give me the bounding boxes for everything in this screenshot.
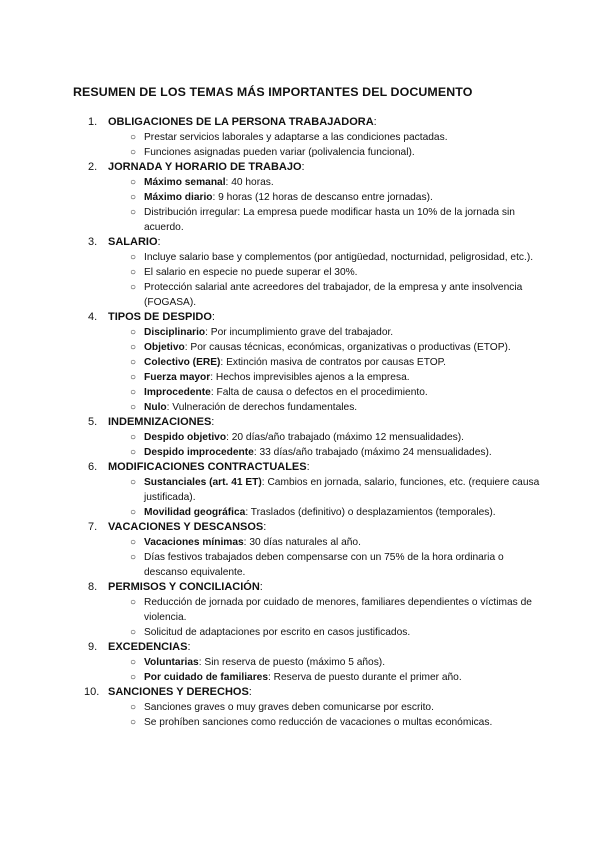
section-heading bbox=[88, 580, 548, 595]
item-term: Voluntarias bbox=[144, 657, 199, 668]
section-number: 4. bbox=[88, 311, 98, 323]
circle-bullet-icon: ○ bbox=[130, 192, 137, 203]
section-heading-text: SANCIONES Y DERECHOS bbox=[108, 686, 249, 698]
section bbox=[84, 685, 548, 730]
list-item bbox=[88, 595, 548, 625]
item-text: Funciones asignadas pueden variar (polivalencia funcional). bbox=[144, 147, 415, 158]
item-text: : Traslados (definitivo) o desplazamientos (temporales). bbox=[245, 507, 496, 518]
list-item bbox=[88, 445, 548, 460]
section bbox=[88, 460, 548, 520]
list-item bbox=[88, 325, 548, 340]
item-term: Colectivo (ERE) bbox=[144, 357, 221, 368]
circle-bullet-icon: ○ bbox=[130, 177, 137, 188]
section bbox=[88, 115, 548, 160]
item-text: Sanciones graves o muy graves deben comunicarse por escrito. bbox=[144, 702, 434, 713]
circle-bullet-icon: ○ bbox=[130, 627, 137, 638]
section-heading bbox=[88, 235, 548, 250]
section-number: 8. bbox=[88, 581, 98, 593]
section-heading-text: TIPOS DE DESPIDO bbox=[108, 311, 212, 323]
section-heading-text: INDEMNIZACIONES bbox=[108, 416, 212, 428]
section-heading-colon: : bbox=[211, 311, 215, 323]
item-text: : Cambios en jornada, salario, funciones, etc. (requiere causa justificada). bbox=[144, 477, 540, 503]
section-number: 9. bbox=[88, 641, 98, 653]
section-heading-colon: : bbox=[373, 116, 377, 128]
section-heading bbox=[88, 640, 548, 655]
list-item bbox=[88, 355, 548, 370]
section bbox=[88, 640, 548, 685]
circle-bullet-icon: ○ bbox=[130, 267, 137, 278]
section bbox=[88, 520, 548, 580]
item-text: : Sin reserva de puesto (máximo 5 años). bbox=[198, 657, 386, 668]
item-term: Fuerza mayor bbox=[144, 372, 211, 383]
item-term: Despido objetivo bbox=[144, 432, 227, 443]
circle-bullet-icon: ○ bbox=[130, 387, 137, 398]
circle-bullet-icon: ○ bbox=[130, 432, 137, 443]
item-term: Despido improcedente bbox=[144, 447, 254, 458]
item-term: Nulo bbox=[144, 402, 167, 413]
list-item bbox=[88, 715, 548, 730]
section-heading bbox=[88, 520, 548, 535]
item-text: : Por causas técnicas, económicas, organizativas o productivas (ETOP). bbox=[184, 342, 511, 353]
circle-bullet-icon: ○ bbox=[130, 717, 137, 728]
circle-bullet-icon: ○ bbox=[130, 702, 137, 713]
item-text: : Vulneración de derechos fundamentales. bbox=[166, 402, 358, 413]
list-item bbox=[88, 700, 548, 715]
list-item bbox=[88, 190, 548, 205]
item-text: Protección salarial ante acreedores del trabajador, de la empresa y ante insolvencia (FOGASA). bbox=[144, 282, 523, 308]
list-item bbox=[88, 370, 548, 385]
circle-bullet-icon: ○ bbox=[130, 132, 137, 143]
circle-bullet-icon: ○ bbox=[130, 672, 137, 683]
list-item bbox=[88, 625, 548, 640]
list-item bbox=[88, 430, 548, 445]
section bbox=[88, 235, 548, 310]
section bbox=[88, 160, 548, 235]
section-heading-text: OBLIGACIONES DE LA PERSONA TRABAJADORA bbox=[108, 116, 374, 128]
list-item bbox=[88, 475, 548, 505]
item-text: : Reserva de puesto durante el primer año. bbox=[268, 672, 462, 683]
circle-bullet-icon: ○ bbox=[130, 252, 137, 263]
item-text: : 20 días/año trabajado (máximo 12 mensualidades). bbox=[226, 432, 464, 443]
list-item bbox=[88, 670, 548, 685]
topics-list bbox=[84, 115, 548, 730]
section bbox=[88, 310, 548, 415]
item-text: Distribución irregular: La empresa puede modificar hasta un 10% de la jornada sin acuerdo. bbox=[144, 207, 515, 233]
section-heading-colon: : bbox=[157, 236, 161, 248]
list-item bbox=[88, 175, 548, 190]
section bbox=[88, 415, 548, 460]
circle-bullet-icon: ○ bbox=[130, 207, 137, 218]
item-text: : 30 días naturales al año. bbox=[243, 537, 361, 548]
circle-bullet-icon: ○ bbox=[130, 147, 137, 158]
item-text: : Falta de causa o defectos en el procedimiento. bbox=[210, 387, 428, 398]
section-heading-colon: : bbox=[306, 461, 310, 473]
list-item bbox=[88, 265, 548, 280]
circle-bullet-icon: ○ bbox=[130, 282, 137, 293]
section-heading-text: JORNADA Y HORARIO DE TRABAJO bbox=[108, 161, 302, 173]
section-number: 10. bbox=[84, 686, 100, 698]
item-text: : Por incumplimiento grave del trabajador. bbox=[205, 327, 394, 338]
circle-bullet-icon: ○ bbox=[130, 507, 137, 518]
circle-bullet-icon: ○ bbox=[130, 357, 137, 368]
circle-bullet-icon: ○ bbox=[130, 477, 137, 488]
section-number: 3. bbox=[88, 236, 98, 248]
section-heading bbox=[88, 115, 548, 130]
list-item bbox=[88, 205, 548, 235]
section bbox=[88, 580, 548, 640]
section-number: 6. bbox=[88, 461, 98, 473]
section-heading bbox=[88, 460, 548, 475]
circle-bullet-icon: ○ bbox=[130, 447, 137, 458]
circle-bullet-icon: ○ bbox=[130, 657, 137, 668]
circle-bullet-icon: ○ bbox=[130, 342, 137, 353]
section-heading-text: PERMISOS Y CONCILIACIÓN bbox=[108, 581, 260, 593]
section-heading bbox=[84, 685, 548, 700]
list-item bbox=[88, 145, 548, 160]
item-term: Movilidad geográfica bbox=[144, 507, 246, 518]
item-text: El salario en especie no puede superar el 30%. bbox=[144, 267, 358, 278]
item-term: Máximo semanal bbox=[144, 177, 226, 188]
section-number: 1. bbox=[88, 116, 98, 128]
section-heading-colon: : bbox=[263, 521, 267, 533]
list-item bbox=[88, 130, 548, 145]
section-heading-text: MODIFICACIONES CONTRACTUALES bbox=[108, 461, 307, 473]
section-number: 7. bbox=[88, 521, 98, 533]
item-term: Sustanciales (art. 41 ET) bbox=[144, 477, 262, 488]
item-term: Disciplinario bbox=[144, 327, 206, 338]
item-term: Improcedente bbox=[144, 387, 211, 398]
section-heading bbox=[88, 415, 548, 430]
section-heading-colon: : bbox=[301, 161, 305, 173]
list-item bbox=[88, 550, 548, 580]
section-heading-text: VACACIONES Y DESCANSOS bbox=[108, 521, 264, 533]
list-item bbox=[88, 385, 548, 400]
list-item bbox=[88, 280, 548, 310]
item-text: : 33 días/año trabajado (máximo 24 mensualidades). bbox=[253, 447, 492, 458]
circle-bullet-icon: ○ bbox=[130, 327, 137, 338]
item-text: : 9 horas (12 horas de descanso entre jornadas). bbox=[212, 192, 433, 203]
item-text: Días festivos trabajados deben compensarse con un 75% de la hora ordinaria o descanso equivalente. bbox=[144, 552, 504, 578]
list-item bbox=[88, 505, 548, 520]
item-text: Reducción de jornada por cuidado de menores, familiares dependientes o víctimas de violencia. bbox=[144, 597, 532, 623]
item-text: : Extinción masiva de contratos por causas ETOP. bbox=[220, 357, 446, 368]
item-term: Objetivo bbox=[144, 342, 185, 353]
circle-bullet-icon: ○ bbox=[130, 372, 137, 383]
section-heading-text: EXCEDENCIAS bbox=[108, 641, 188, 653]
item-text: : Hechos imprevisibles ajenos a la empresa. bbox=[210, 372, 410, 383]
section-heading-colon: : bbox=[259, 581, 263, 593]
section-number: 2. bbox=[88, 161, 98, 173]
section-heading-colon: : bbox=[248, 686, 252, 698]
item-text: Se prohíben sanciones como reducción de vacaciones o multas económicas. bbox=[144, 717, 493, 728]
item-text: Prestar servicios laborales y adaptarse a las condiciones pactadas. bbox=[144, 132, 448, 143]
section-heading bbox=[88, 160, 548, 175]
item-text: Incluye salario base y complementos (por antigüedad, nocturnidad, peligrosidad, etc.). bbox=[144, 252, 534, 263]
page-title: RESUMEN DE LOS TEMAS MÁS IMPORTANTES DEL DOCUMENTO bbox=[73, 85, 473, 99]
section-heading-colon: : bbox=[187, 641, 191, 653]
item-text: : 40 horas. bbox=[225, 177, 274, 188]
list-item bbox=[88, 250, 548, 265]
section-heading-text: SALARIO bbox=[108, 236, 158, 248]
item-text: Solicitud de adaptaciones por escrito en casos justificados. bbox=[144, 627, 411, 638]
circle-bullet-icon: ○ bbox=[130, 402, 137, 413]
item-term: Por cuidado de familiares bbox=[144, 672, 268, 683]
section-heading-colon: : bbox=[211, 416, 215, 428]
list-item bbox=[88, 400, 548, 415]
list-item bbox=[88, 340, 548, 355]
section-heading bbox=[88, 310, 548, 325]
circle-bullet-icon: ○ bbox=[130, 597, 137, 608]
list-item bbox=[88, 655, 548, 670]
item-term: Vacaciones mínimas bbox=[144, 537, 244, 548]
section-number: 5. bbox=[88, 416, 98, 428]
list-item bbox=[88, 535, 548, 550]
circle-bullet-icon: ○ bbox=[130, 552, 137, 563]
item-term: Máximo diario bbox=[144, 192, 213, 203]
circle-bullet-icon: ○ bbox=[130, 537, 137, 548]
